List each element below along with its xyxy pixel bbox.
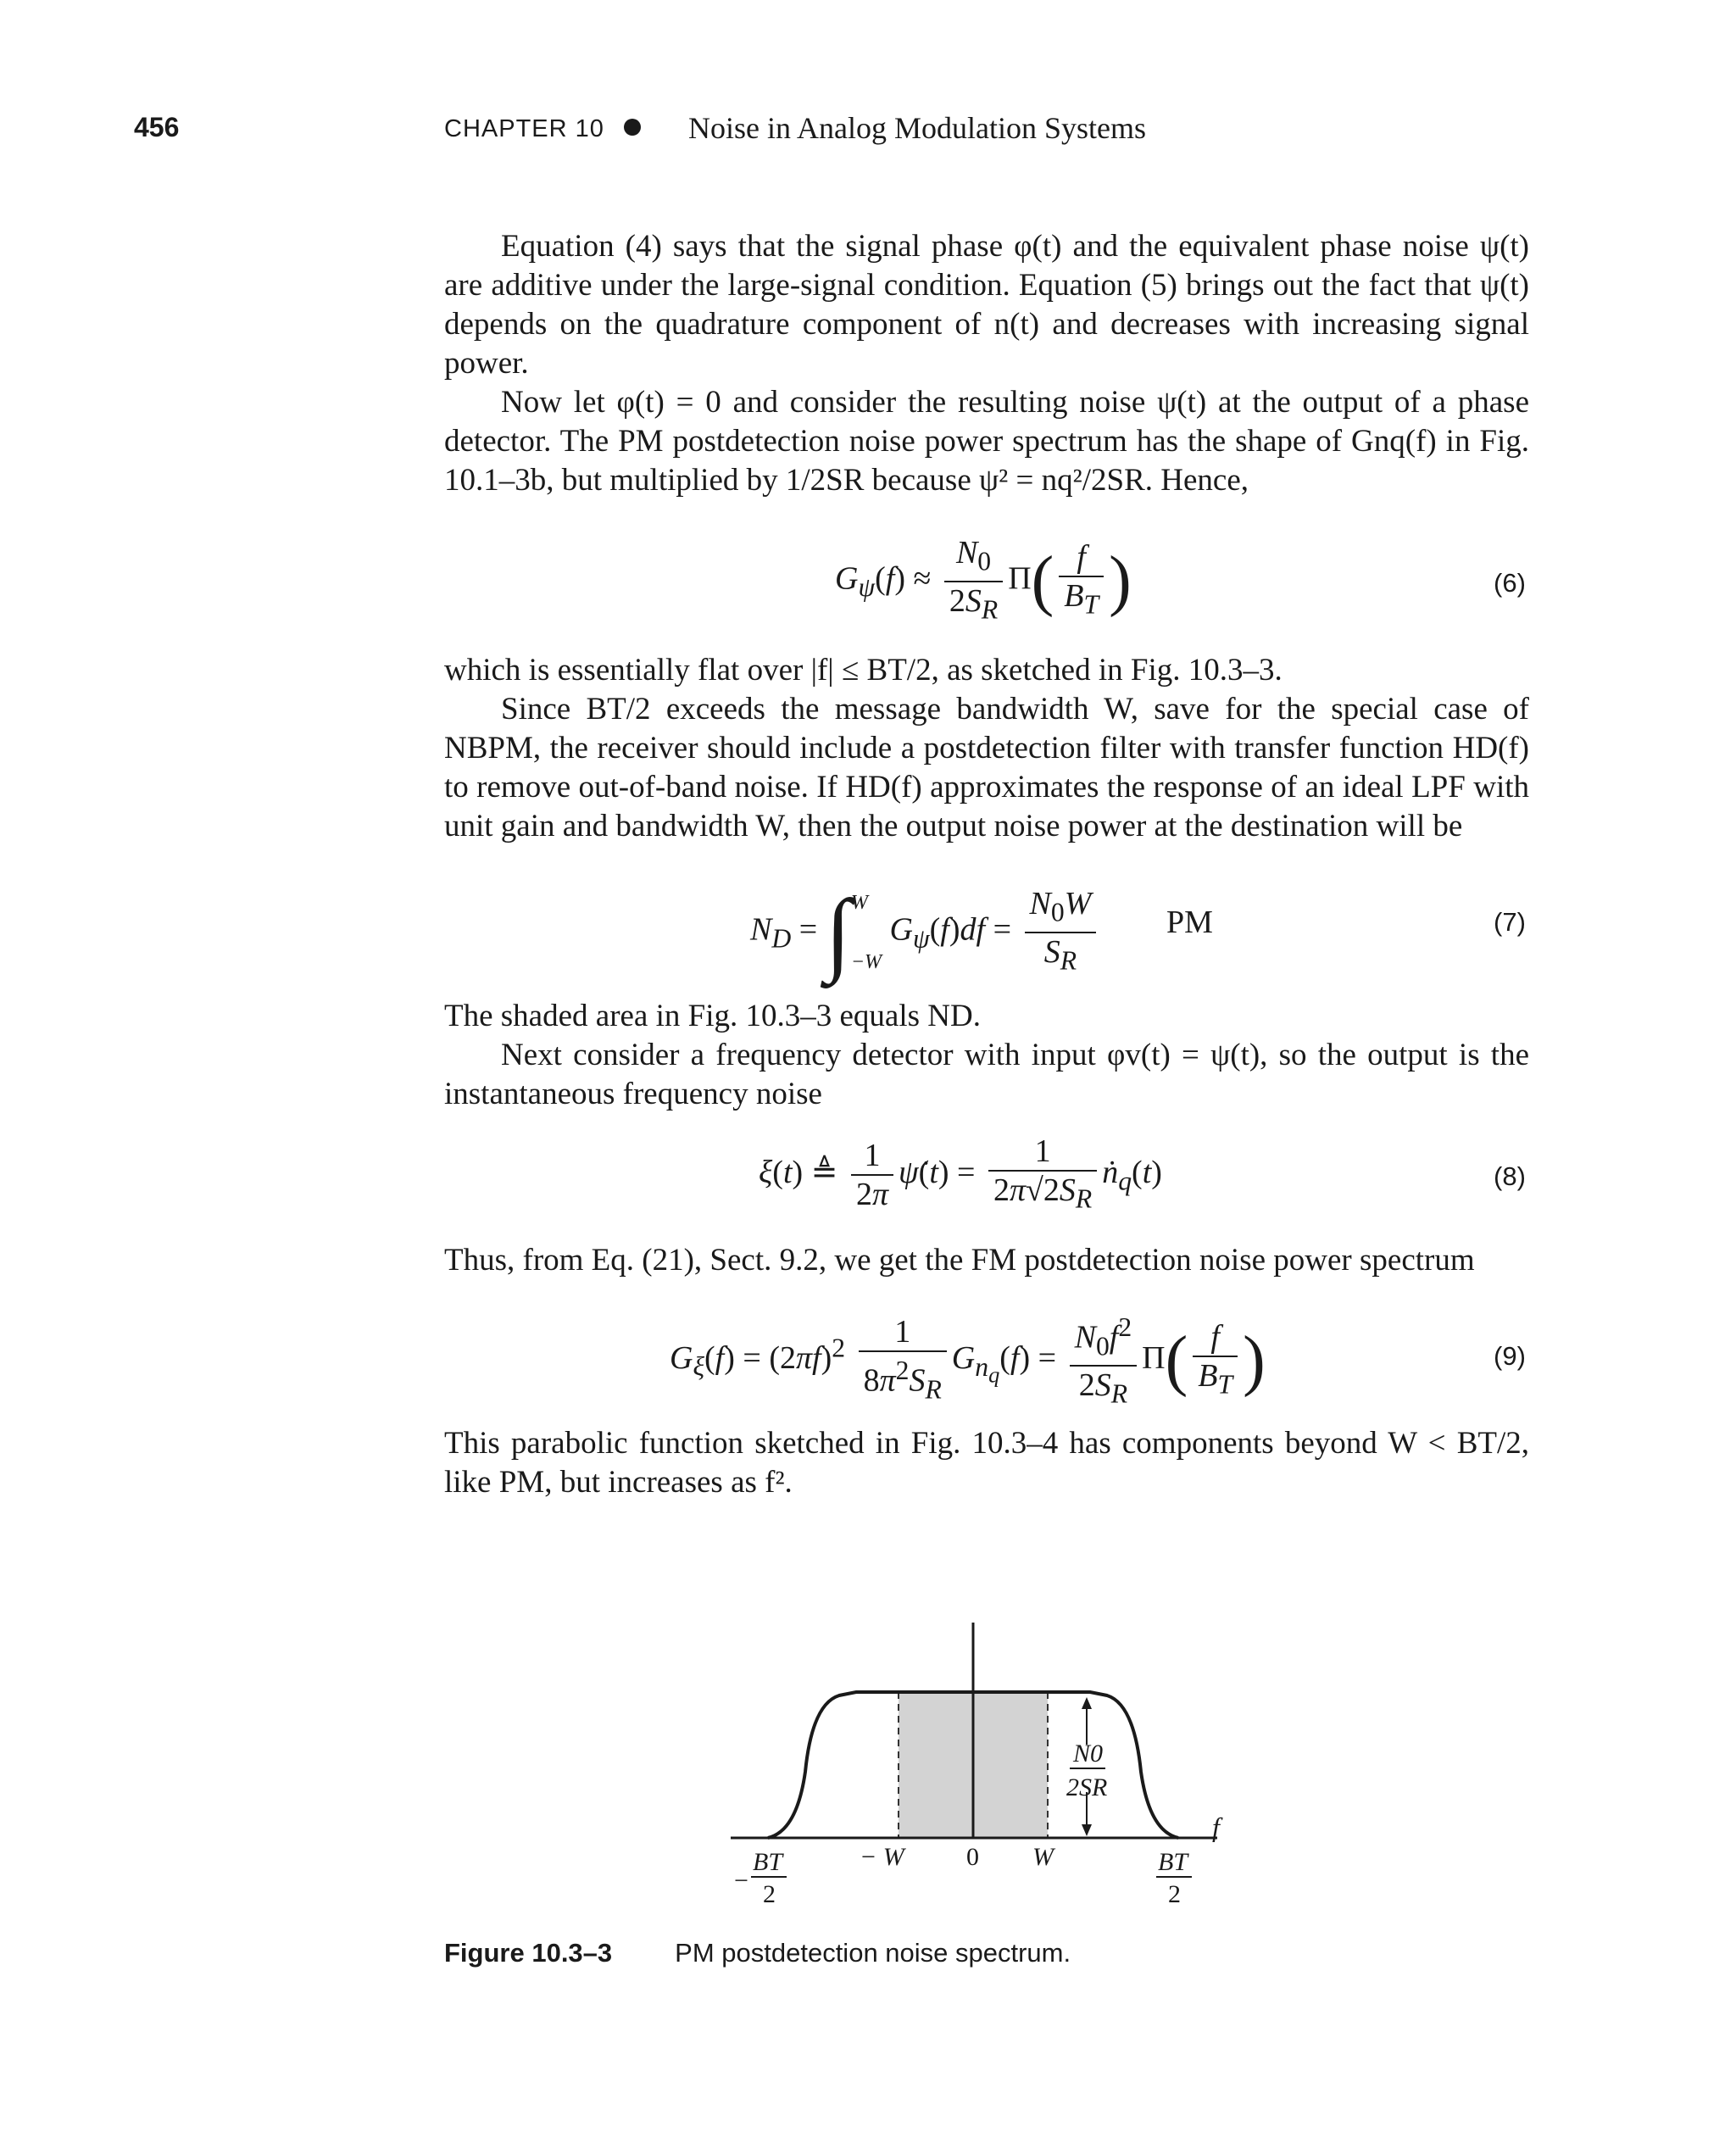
paragraph-4: Since BT/2 exceeds the message bandwidth W, save for the special case of NBPM, the receiver should include a postdetection filter with transfer function HD(f) to remove out-of-band noise. If HD(f) approximates the response of an ideal LPF with unit gain and bandwidth W, then the output noise power at the destination will be [444, 692, 1529, 843]
equation-9-number: (9) [1494, 1341, 1526, 1371]
equation-8: ξ(t) ≜ $\frac{1}{2\pi}$ ψ̇(t) = $\frac{1}{2\pi√2S_R}$ ṅ$_q$(t) [759, 1133, 1162, 1214]
paragraph-8: This parabolic function sketched in Fig. 10.3–4 has components beyond W < BT/2, like PM, but increases as f². [444, 1426, 1529, 1500]
arrowhead-down [1082, 1824, 1092, 1836]
page-number: 456 [134, 112, 180, 142]
left-edge-num: BT [753, 1848, 783, 1876]
level-label-den: 2SR [1066, 1773, 1108, 1801]
equation-7: $N_D = \int W$ −W $G_\psi(f)df$ = $\frac{N_0W}{S_R}$ [750, 873, 1101, 992]
tick-w: W [1032, 1843, 1054, 1871]
tick-zero: 0 [966, 1843, 979, 1871]
left-edge-minus: − [734, 1867, 748, 1895]
right-edge-den: 2 [1168, 1880, 1181, 1908]
tick-minus-w: − W [860, 1843, 904, 1871]
level-label-num: N0 [1073, 1740, 1104, 1768]
axis-label-f: f [1212, 1812, 1220, 1842]
left-edge-den: 2 [763, 1880, 776, 1908]
paragraph-1: Equation (4) says that the signal phase φ(t) and the equivalent phase noise ψ(t) are additive under the large-signal condition. Equation (5) brings out the fact that ψ(t) depends on the quadrature component of n(t) and decreases with increasing signal power. [444, 229, 1529, 381]
equation-7-label: PM [1166, 905, 1213, 940]
equation-6: $G_\psi(f)$ ≈ $\frac{N_0}{2S_R}$ Π( $\frac{f}{B_T}$ ) [835, 535, 1132, 625]
figure-label: Figure 10.3–3 [444, 1938, 613, 1968]
right-edge-num: BT [1158, 1848, 1188, 1876]
paragraph-5: The shaded area in Fig. 10.3–3 equals ND. [444, 999, 981, 1033]
figure-caption [444, 1938, 1071, 1968]
chapter-label: CHAPTER 10 [444, 115, 604, 142]
equation-9: $G_\xi(f) = (2\pi f)^2$ $\frac{1}{8\pi^2S_R}$ $G_{n_q}(f)$ = $\frac{N_0f^2}{2S_R}$ Π( $\frac{f}{B_T}$ ) [670, 1309, 1266, 1413]
paragraph-3: which is essentially flat over |f| ≤ BT/2, as sketched in Fig. 10.3–3. [444, 653, 1283, 688]
paragraph-7: Thus, from Eq. (21), Sect. 9.2, we get the FM postdetection noise power spectrum [444, 1243, 1475, 1278]
arrowhead-up [1082, 1697, 1092, 1709]
equation-6-number: (6) [1494, 568, 1526, 598]
figure-caption-text: PM postdetection noise spectrum. [675, 1938, 1071, 1968]
paragraph-2: Now let φ(t) = 0 and consider the resulting noise ψ(t) at the output of a phase detector. The PM postdetection noise power spectrum has the shape of Gnq(f) in Fig. 10.1–3b, but multiplied by 1/2SR because ψ² = nq²/2SR. Hence, [444, 385, 1529, 498]
paragraph-6: Next consider a frequency detector with input φv(t) = ψ(t), so the output is the instantaneous frequency noise [444, 1038, 1529, 1111]
equation-8-number: (8) [1494, 1161, 1526, 1191]
equation-7-number: (7) [1494, 907, 1526, 937]
chapter-title: Noise in Analog Modulation Systems [688, 111, 1146, 145]
